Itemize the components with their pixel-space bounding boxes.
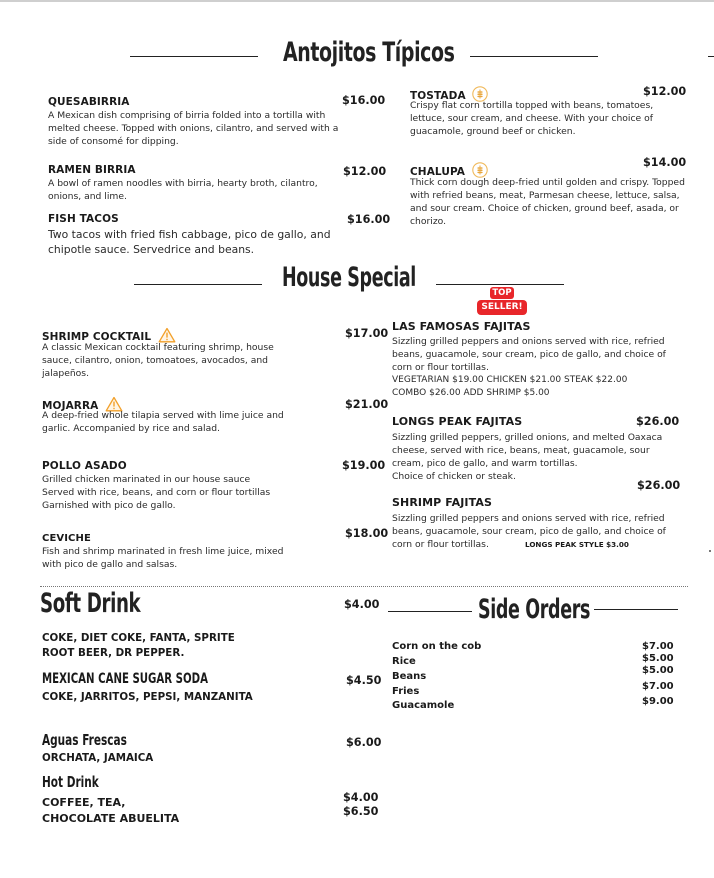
side-item-price: $7.00: [642, 641, 674, 652]
longs-peak-style-addon: LONGS PEAK STYLE $3.00: [525, 540, 629, 549]
section-rule-left: [388, 611, 472, 612]
item-desc-mojarra: A deep-fried whole tilapia served with lime juice and garlic. Accompanied by rice and salad.: [42, 410, 284, 434]
item-name-quesabirria: QUESABIRRIA: [48, 96, 130, 108]
section-divider: [40, 586, 688, 587]
soft-drink-list-2: ROOT BEER, DR PEPPER.: [42, 647, 185, 659]
badge-line-2: SELLER!: [481, 302, 523, 312]
side-item-name: Guacamole: [392, 700, 455, 711]
hot-drink-title: Hot Drink: [42, 773, 99, 791]
top-border: [0, 0, 714, 2]
item-desc-quesabirria: A Mexican dish comprising of birria folded into a tortilla with melted cheese. Topped with onions, cilantro, and served with a side of consomé for dipping.: [48, 110, 339, 147]
item-name-shrimp-cocktail-text: SHRIMP COCKTAIL: [42, 331, 152, 343]
edge-dot: [709, 550, 711, 552]
item-desc-pollo-asado-2: Served with rice, beans, and corn or flour tortillas: [42, 487, 271, 498]
mexican-cane-sugar-soda-list: COKE, JARRITOS, PEPSI, MANZANITA: [42, 691, 253, 703]
item-price-pollo-asado: $19.00: [342, 459, 386, 472]
mexican-cane-sugar-soda-price: $4.50: [346, 674, 382, 687]
item-desc-shrimp-fajitas: Sizzling grilled peppers and onions served with rice, refried beans, guacamole, sour cream, pico de gallo, and choice of corn or flour tortillas.: [392, 513, 666, 550]
section-rule-left: [130, 56, 258, 57]
aguas-frescas-title: Aguas Frescas: [42, 731, 127, 749]
side-item-name: Corn on the cob: [392, 641, 482, 652]
item-name-pollo-asado: POLLO ASADO: [42, 460, 127, 472]
section-rule-right: [594, 609, 678, 610]
soft-drink-list-1: COKE, DIET COKE, FANTA, SPRITE: [42, 632, 235, 644]
section-title-side-orders: Side Orders: [478, 594, 591, 625]
item-price-shrimp-fajitas: $26.00: [637, 479, 681, 492]
section-rule-right: [470, 56, 598, 57]
soft-drink-price: $4.00: [344, 598, 380, 611]
item-name-longs-peak-fajitas: LONGS PEAK FAJITAS: [392, 415, 523, 428]
item-name-ceviche: CEVICHE: [42, 533, 91, 544]
item-name-fish-tacos: FISH TACOS: [48, 213, 119, 225]
item-price-shrimp-cocktail: $17.00: [345, 327, 389, 340]
item-desc-fish-tacos: Two tacos with fried fish cabbage, pico de gallo, and chipotle sauce. Servedrice and beans.: [48, 228, 331, 256]
fajitas-options-2: COMBO $26.00 ADD SHRIMP $5.00: [392, 388, 550, 398]
item-desc-ramen-birria: A bowl of ramen noodles with birria, hearty broth, cilantro, onions, and lime.: [48, 178, 318, 202]
aguas-frescas-list: ORCHATA, JAMAICA: [42, 752, 154, 764]
item-price-quesabirria: $16.00: [342, 94, 386, 107]
item-choice-longs-peak-fajitas: Choice of chicken or steak.: [392, 471, 516, 482]
item-desc-tostada: Crispy flat corn tortilla topped with beans, tomatoes, lettuce, sour cream, and cheese. With your choice of guacamole, ground beef or chicken.: [410, 100, 654, 137]
hot-drink-price-2: $6.50: [343, 805, 379, 818]
item-price-ramen-birria: $12.00: [343, 165, 387, 178]
item-desc-chalupa: Thick corn dough deep-fried until golden and crispy. Topped with refried beans, meat, Parmesan cheese, lettuce, salsa, and sour cream. Choice of chicken, ground beef, asada, or chorizo.: [410, 177, 685, 227]
item-price-chalupa: $14.00: [643, 156, 687, 169]
mexican-cane-sugar-soda-title: MEXICAN CANE SUGAR SODA: [42, 671, 208, 687]
hot-drink-list-2: CHOCOLATE ABUELITA: [42, 812, 180, 825]
section-title-antojitos: Antojitos Típicos: [283, 37, 455, 68]
side-item-name: Rice: [392, 656, 416, 667]
side-item-name: Fries: [392, 686, 420, 697]
item-price-ceviche: $18.00: [345, 527, 389, 540]
side-item-name: Beans: [392, 671, 427, 682]
item-desc-pollo-asado-1: Grilled chicken marinated in our house sauce: [42, 474, 251, 485]
item-name-mojarra-text: MOJARRA: [42, 400, 99, 412]
top-seller-badge: [476, 285, 528, 318]
badge-line-1: TOP: [492, 288, 512, 298]
item-name-tostada-text: TOSTADA: [410, 90, 466, 102]
item-desc-shrimp-cocktail: A classic Mexican cocktail featuring shrimp, house sauce, cilantro, onion, tomoatoes, avocados, and jalapeños.: [42, 342, 274, 379]
item-name-ramen-birria: RAMEN BIRRIA: [48, 164, 136, 176]
hot-drink-price-1: $4.00: [343, 791, 379, 804]
item-desc-las-famosas-fajitas: Sizzling grilled peppers and onions served with rice, refried beans, guacamole, sour cream, pico de gallo, and choice of corn or flour tortillas.: [392, 336, 666, 373]
item-name-shrimp-fajitas: SHRIMP FAJITAS: [392, 496, 492, 509]
item-price-tostada: $12.00: [643, 85, 687, 98]
side-item-price: $9.00: [642, 696, 674, 707]
side-item-price: $7.00: [642, 681, 674, 692]
item-desc-ceviche: Fish and shrimp marinated in fresh lime juice, mixed with pico de gallo and salsas.: [42, 546, 284, 570]
hot-drink-list-1: COFFEE, TEA,: [42, 796, 126, 809]
side-item-price: $5.00: [642, 665, 674, 676]
aguas-frescas-price: $6.00: [346, 736, 382, 749]
item-price-longs-peak-fajitas: $26.00: [636, 415, 680, 428]
item-price-mojarra: $21.00: [345, 398, 389, 411]
item-name-chalupa-text: CHALUPA: [410, 166, 466, 178]
item-desc-longs-peak-fajitas: Sizzling grilled peppers, grilled onions, and melted Oaxaca cheese, served with rice, beans, meat, guacamole, sour cream, pico de gallo, and warm tortillas.: [392, 432, 663, 469]
section-rule-edge: [708, 56, 714, 57]
section-title-soft-drink: Soft Drink: [40, 588, 141, 619]
item-name-las-famosas-fajitas: LAS FAMOSAS FAJITAS: [392, 320, 531, 333]
item-price-fish-tacos: $16.00: [347, 213, 391, 226]
item-desc-pollo-asado-3: Garnished with pico de gallo.: [42, 500, 176, 511]
section-title-house-special: House Special: [282, 262, 416, 293]
side-item-price: $5.00: [642, 653, 674, 664]
fajitas-options-1: VEGETARIAN $19.00 CHICKEN $21.00 STEAK $22.00: [392, 375, 628, 385]
section-rule-left: [134, 284, 262, 285]
